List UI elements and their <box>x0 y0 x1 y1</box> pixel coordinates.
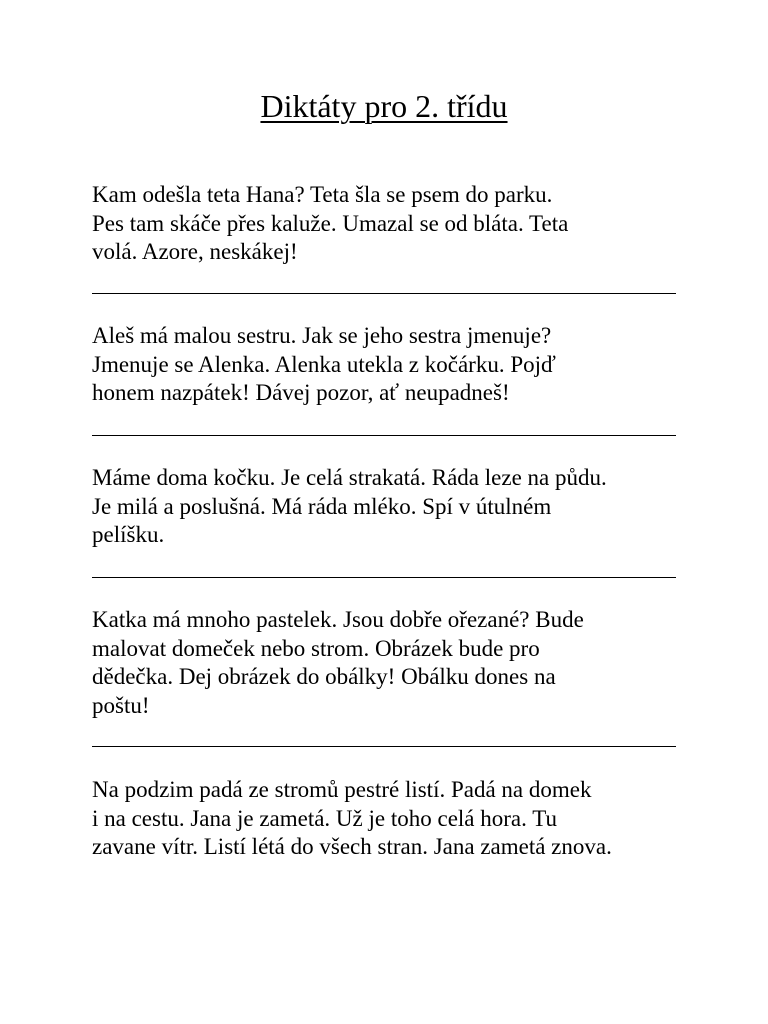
passage-line: Je milá a poslušná. Má ráda mléko. Spí v útulném <box>92 493 552 519</box>
page-title: Diktáty pro 2. třídu <box>260 88 508 124</box>
passage-line: Máme doma kočku. Je celá strakatá. Ráda leze na půdu. <box>92 465 607 490</box>
passage-line: Na podzim padá ze stromů pestré listí. Padá na domek <box>92 777 592 802</box>
passage-line: malovat domeček nebo strom. Obrázek bude pro <box>92 635 540 661</box>
separator-line <box>92 435 676 436</box>
separator-line <box>92 293 676 294</box>
passage-line: Kam odešla teta Hana? Teta šla se psem do parku. <box>92 182 553 207</box>
dictation-passage-5 <box>92 776 692 862</box>
passage-line: honem nazpátek! Dávej pozor, ať neupadneš! <box>92 380 510 405</box>
passage-line: pelíšku. <box>92 522 165 547</box>
dictation-passage-2 <box>92 322 692 408</box>
passage-line: poštu! <box>92 692 150 718</box>
passage-line: dědečka. Dej obrázek do obálky! Obálku dones na <box>92 664 556 689</box>
passage-line: Pes tam skáče přes kaluže. Umazal se od bláta. Teta <box>92 210 569 236</box>
dictation-passage-4 <box>92 606 692 720</box>
separator-line <box>92 746 676 747</box>
passage-line: Aleš má malou sestru. Jak se jeho sestra jmenuje? <box>92 323 552 348</box>
dictation-passage-3 <box>92 464 692 550</box>
passage-line: zavane vítr. Listí létá do všech stran. Jana zametá znova. <box>92 834 612 859</box>
passage-line: Katka má mnoho pastelek. Jsou dobře ořezané? Bude <box>92 607 584 632</box>
passage-line: volá. Azore, neskákej! <box>92 239 298 264</box>
separator-line <box>92 577 676 578</box>
passage-line: i na cestu. Jana je zametá. Už je toho celá hora. Tu <box>92 805 557 831</box>
passage-line: Jmenuje se Alenka. Alenka utekla z kočárku. Pojď <box>92 351 556 377</box>
dictation-passage-1 <box>92 181 692 267</box>
